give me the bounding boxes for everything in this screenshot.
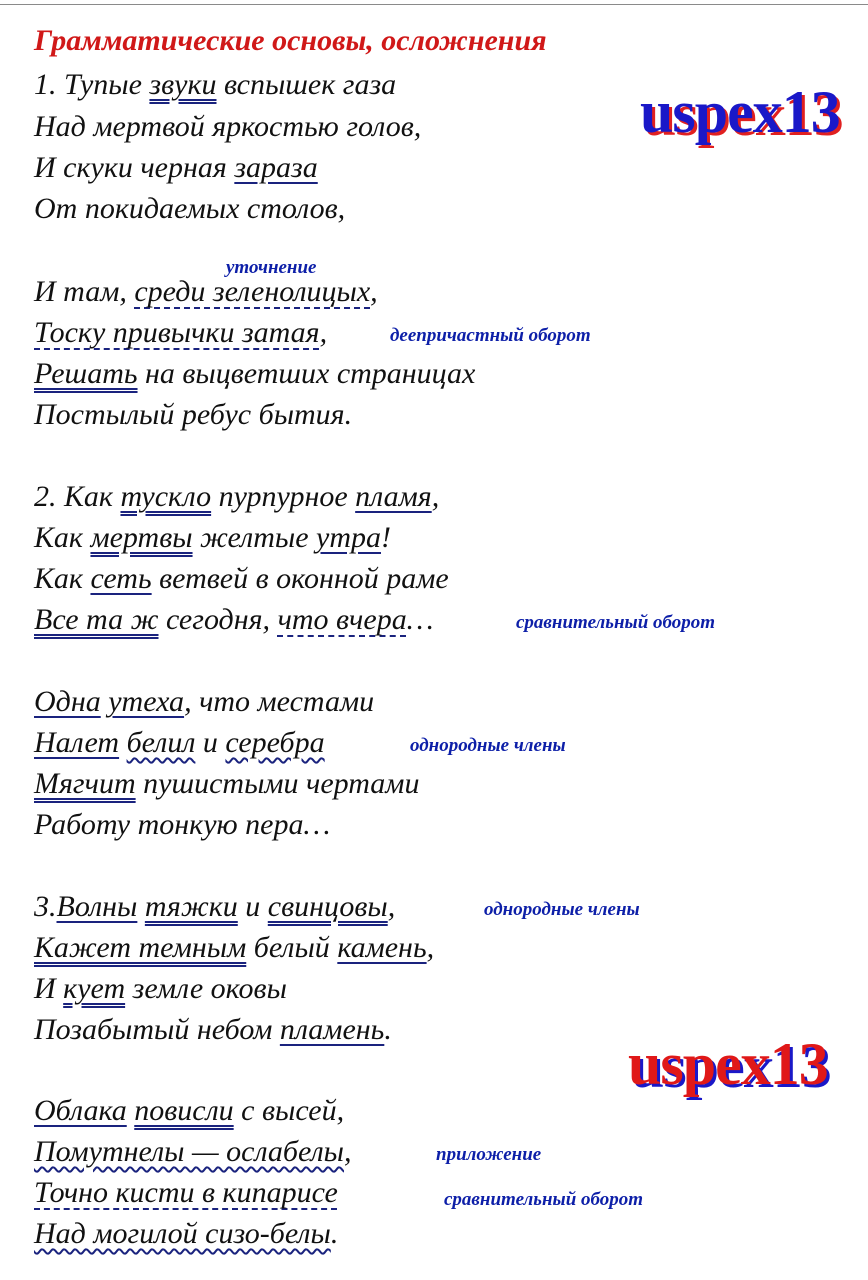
- poem-line: [34, 562, 449, 596]
- text-segment: ,: [370, 275, 378, 308]
- text-segment: [137, 890, 145, 923]
- text-segment: и: [195, 726, 226, 759]
- poem-line: [34, 1176, 338, 1210]
- watermark-bottom: uspex13: [628, 1031, 828, 1097]
- apposition-phrase: Над могилой сизо-белы: [34, 1217, 331, 1250]
- subject-word: Облака: [34, 1094, 127, 1127]
- subject-word: зараза: [234, 151, 318, 184]
- text-segment: .: [330, 1217, 339, 1250]
- annotation-comparative: сравнительный оборот: [444, 1189, 644, 1210]
- text-segment: 3.: [34, 890, 57, 923]
- poem-line: [34, 1013, 392, 1047]
- participle-phrase: Тоску привычки затая: [34, 316, 320, 349]
- predicate-word: Мягчит: [34, 767, 136, 800]
- poem-line: [34, 767, 419, 801]
- annotation-clarification: уточнение: [226, 257, 317, 278]
- text-segment: , что местами: [184, 685, 375, 718]
- subject-word: утра: [316, 521, 381, 554]
- annotation-homogeneous: однородные члены: [484, 899, 640, 920]
- page-title: Грамматические основы, осложнения: [34, 24, 547, 57]
- subject-word: пламя: [355, 480, 432, 513]
- text-segment: ,: [431, 480, 440, 513]
- text-segment: ,: [344, 1135, 352, 1168]
- text-segment: 2. Как: [34, 480, 121, 513]
- poem-line: [34, 480, 439, 514]
- predicate-word: Все та ж: [34, 603, 159, 636]
- text-segment: И: [34, 972, 64, 1005]
- text-segment: земле оковы: [125, 972, 287, 1005]
- subject-word: Одна: [34, 685, 101, 718]
- subject-word: звуки: [149, 68, 217, 101]
- text-segment: Позабытый небом: [34, 1013, 280, 1046]
- text-segment: пушистыми чертами: [135, 767, 420, 800]
- poem-line: [34, 890, 395, 924]
- watermark-top: uspex13: [640, 79, 840, 145]
- annotation-homogeneous: однородные члены: [410, 735, 566, 756]
- poem-line: Работу тонкую пера…: [34, 808, 331, 841]
- annotation-participle: деепричастный оборот: [390, 325, 591, 346]
- text-segment: пурпурное: [211, 480, 356, 513]
- subject-word: Волны: [56, 890, 138, 923]
- poem-line: [34, 1135, 352, 1169]
- comparative-phrase: Точно кисти в кипарисе: [34, 1176, 338, 1209]
- text-segment: желтые: [192, 521, 317, 554]
- poem-line: Над мертвой яркостью голов,: [34, 110, 422, 143]
- poem-line: [34, 931, 434, 965]
- predicate-word: свинцовы: [267, 890, 388, 923]
- predicate-word: повисли: [134, 1094, 234, 1127]
- text-segment: Как: [34, 521, 91, 554]
- subject-word: Налет: [34, 726, 120, 759]
- poem-line: [34, 603, 433, 637]
- annotation-comparative: сравнительный оборот: [516, 612, 716, 633]
- apposition-phrase: Помутнелы — ослабелы: [34, 1135, 344, 1168]
- text-segment: ветвей в оконной раме: [151, 562, 449, 595]
- subject-word: пламень: [279, 1013, 385, 1046]
- text-segment: ,: [426, 931, 435, 964]
- predicate-word: мертвы: [90, 521, 193, 554]
- text-segment: Как: [34, 562, 91, 595]
- text-segment: !: [381, 521, 391, 554]
- homogeneous-word: серебра: [225, 726, 325, 759]
- clarification-phrase: среди зеленолицых: [134, 275, 371, 308]
- text-segment: 1. Тупые: [34, 68, 150, 101]
- text-segment: ,: [319, 316, 328, 349]
- text-segment: [119, 726, 127, 759]
- poem-line: [34, 151, 318, 185]
- poem-line: [34, 275, 378, 309]
- poem-line: [34, 316, 327, 350]
- subject-word: сеть: [90, 562, 152, 595]
- top-rule: [0, 0, 868, 5]
- text-segment: сегодня,: [158, 603, 278, 636]
- subject-word: камень: [337, 931, 427, 964]
- poem-line: От покидаемых столов,: [34, 192, 346, 225]
- poem-line: [34, 972, 287, 1006]
- poem-line: [34, 726, 325, 760]
- predicate-word: тяжки: [144, 890, 238, 923]
- text-segment: И скуки черная: [34, 151, 235, 184]
- annotation-apposition: приложение: [436, 1144, 542, 1165]
- poem-line: [34, 68, 396, 102]
- subject-word: утеха: [108, 685, 185, 718]
- predicate-word: тускло: [120, 480, 212, 513]
- text-segment: с высей,: [233, 1094, 345, 1127]
- poem-line: [34, 357, 475, 391]
- predicate-word: Кажет темным: [34, 931, 247, 964]
- text-segment: …: [406, 603, 434, 636]
- poem-line: [34, 685, 374, 719]
- text-segment: И там,: [34, 275, 135, 308]
- comparative-phrase: что вчера: [277, 603, 407, 636]
- predicate-word: Решать: [34, 357, 138, 390]
- poem-line: [34, 1217, 338, 1251]
- homogeneous-word: белил: [126, 726, 196, 759]
- poem-line: [34, 521, 391, 555]
- text-segment: на выцветших страницах: [137, 357, 476, 390]
- predicate-word: кует: [63, 972, 126, 1005]
- text-segment: .: [384, 1013, 392, 1046]
- poem-line: Постылый ребус бытия.: [34, 398, 353, 431]
- text-segment: и: [237, 890, 268, 923]
- text-segment: белый: [246, 931, 338, 964]
- text-segment: ,: [387, 890, 396, 923]
- text-segment: вспышек газа: [216, 68, 397, 101]
- poem-line: [34, 1094, 344, 1128]
